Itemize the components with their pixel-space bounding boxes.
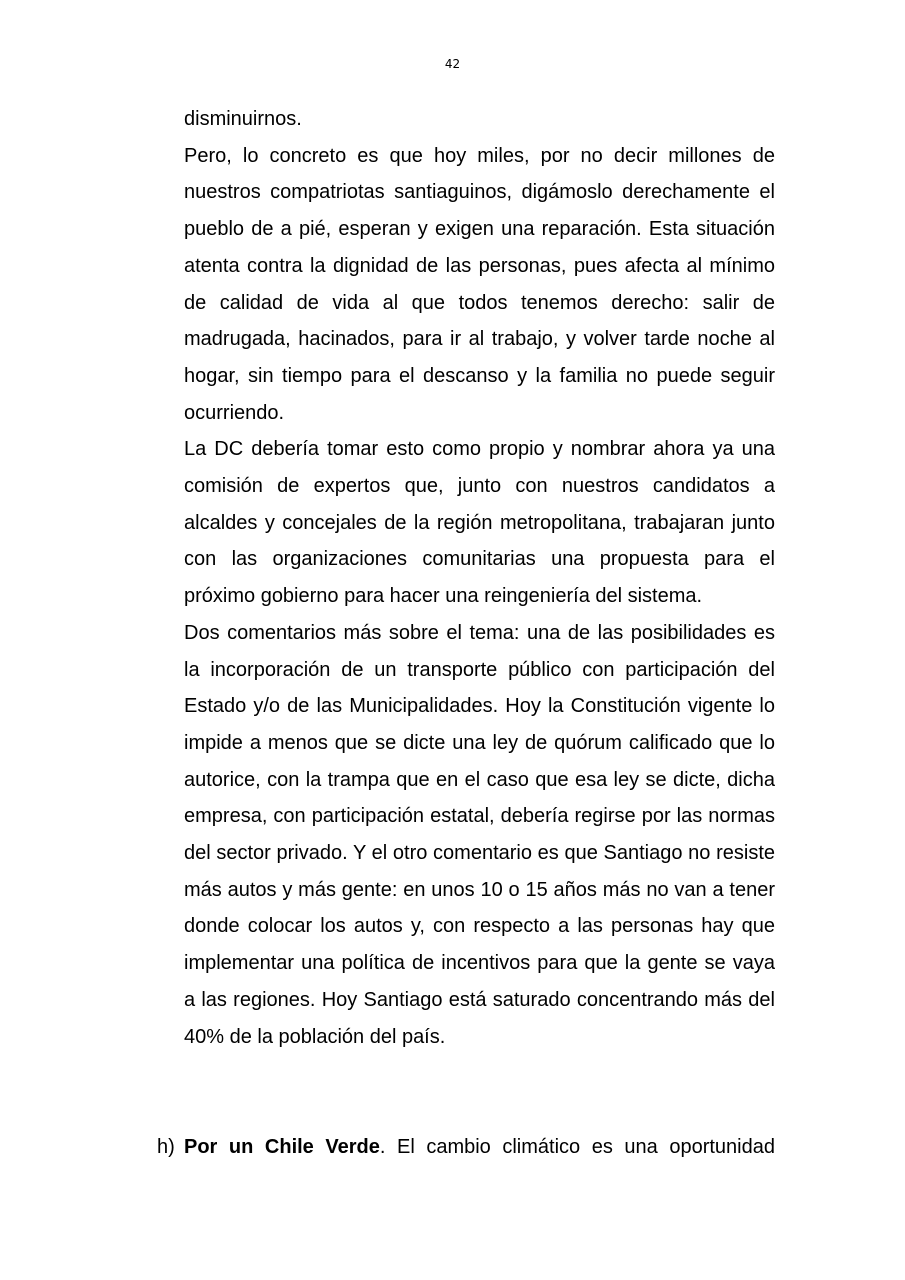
paragraph-2: Pero, lo concreto es que hoy miles, por no decir millones de nuestros compatriotas santiaguinos, digámoslo derechamente el pueblo de a pié, esperan y exigen una reparación. Esta situación atenta contra la dignidad de las personas, pues afecta al mínimo de calidad de vida al que todos tenemos derecho: salir de madrugada, hacinados, para ir al trabajo, y volver tarde noche al hogar, sin tiempo para el descanso y la familia no puede seguir ocurriendo.	[184, 144, 775, 424]
list-item-text: . El cambio climático es una oportunidad	[379, 1136, 775, 1158]
paragraph-1: disminuirnos.	[184, 108, 302, 130]
page-number: 42	[444, 57, 461, 71]
document-body	[184, 101, 775, 1055]
list-item-body	[184, 1129, 775, 1166]
paragraph-4: Dos comentarios más sobre el tema: una de las posibilidades es la incorporación de un transporte público con participación del Estado y/o de las Municipalidades. Hoy la Constitución vigente lo impide a menos que se dicte una ley de quórum calificado que lo autorice, con la trampa que en el caso que esa ley se dicte, dicha empresa, con participación estatal, debería regirse por las normas del sector privado. Y el otro comentario es que Santiago no resiste más autos y más gente: en unos 10 o 15 años más no van a tener donde colocar los autos y, con respecto a las personas hay que implementar una política de incentivos para que la gente se vaya a las regiones. Hoy Santiago está saturado concentrando más del 40% de la población del país.	[184, 621, 775, 1048]
list-marker: h)	[157, 1136, 175, 1158]
section-title: Por un Chile Verde	[184, 1136, 380, 1158]
list-item-h	[157, 1129, 775, 1166]
paragraph-3: La DC debería tomar esto como propio y nombrar ahora ya una comisión de expertos que, junto con nuestros candidatos a alcaldes y concejales de la región metropolitana, trabajaran junto con las organizaciones comunitarias una propuesta para el próximo gobierno para hacer una reingeniería del sistema.	[184, 438, 775, 608]
